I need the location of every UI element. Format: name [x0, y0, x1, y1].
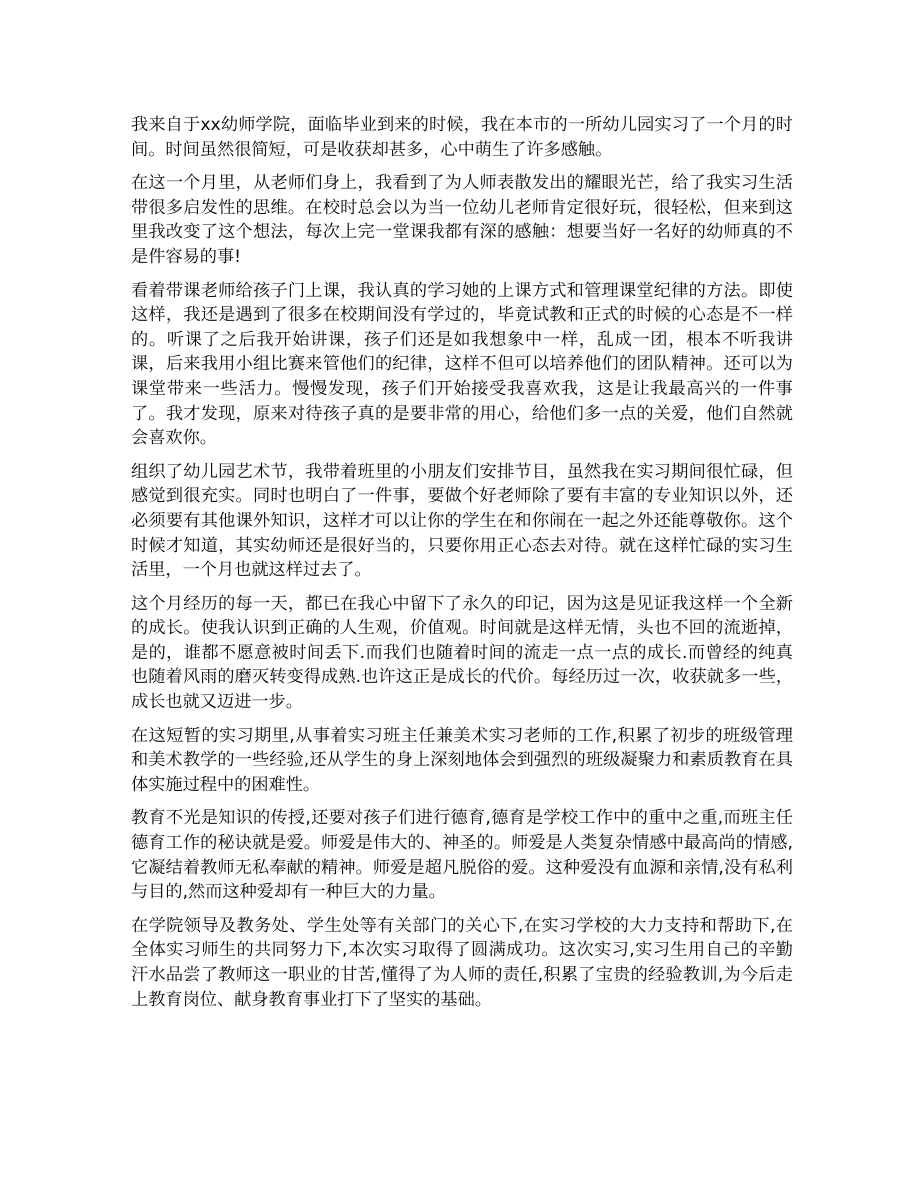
paragraph: 我来自于xx幼师学院，面临毕业到来的时候，我在本市的一所幼儿园实习了一个月的时间。时间虽然很简短，可是收获却甚多，心中萌生了许多感触。 — [131, 115, 793, 160]
paragraph: 在这一个月里，从老师们身上，我看到了为人师表散发出的耀眼光芒，给了我实习生活带很多启发性的思维。在校时总会以为当一位幼儿老师肯定很好玩，很轻松，但来到这里我改变了这个想法，每次上完一堂课我都有深的感触：想要当好一名好的幼师真的不是件容易的事! — [131, 173, 793, 267]
paragraph: 在学院领导及教务处、学生处等有关部门的关心下,在实习学校的大力支持和帮助下,在全体实习师生的共同努力下,本次实习取得了圆满成功。这次实习,实习生用自己的辛勤汗水品尝了教师这一职业的甘苦,懂得了为人师的责任,积累了宝贵的经验教训,为今后走上教育岗位、献身教育事业打下了坚实的基础。 — [131, 915, 793, 1010]
paragraph: 组织了幼儿园艺术节，我带着班里的小朋友们安排节目，虽然我在实习期间很忙碌，但感觉到很充实。同时也明白了一件事，要做个好老师除了要有丰富的专业知识以外，还必须要有其他课外知识，这样才可以让你的学生在和你闹在一起之外还能尊敬你。这个时候才知道，其实幼师还是很好当的，只要你用正心态去对待。就在这样忙碌的实习生活里，一个月也就这样过去了。 — [131, 461, 793, 581]
paragraph: 在这短暂的实习期里,从事着实习班主任兼美术实习老师的工作,积累了初步的班级管理和美术教学的一些经验,还从学生的身上深刻地体会到强烈的班级凝聚力和素质教育在具体实施过程中的困难性。 — [131, 725, 793, 795]
paragraph: 这个月经历的每一天，都已在我心中留下了永久的印记，因为这是见证我这样一个全新的成长。使我认识到正确的人生观，价值观。时间就是这样无情，头也不回的流逝掉，是的，谁都不愿意被时间丢下.而我们也随着时间的流走一点一点的成长.而曾经的纯真也随着风雨的磨灭转变得成熟.也许这正是成长的代价。每经历过一次，收获就多一些，成长也就又迈进一步。 — [131, 593, 793, 713]
paragraph: 教育不光是知识的传授,还要对孩子们进行德育,德育是学校工作中的重中之重,而班主任德育工作的秘诀就是爱。师爱是伟大的、神圣的。师爱是人类复杂情感中最高尚的情感,它凝结着教师无私奉献的精神。师爱是超凡脱俗的爱。这种爱没有血源和亲情,没有私利与目的,然而这种爱却有一种巨大的力量。 — [131, 808, 793, 903]
document-text-body — [131, 113, 793, 1012]
paragraph: 看着带课老师给孩子门上课，我认真的学习她的上课方式和管理课堂纪律的方法。即使这样，我还是遇到了很多在校期间没有学过的，毕竟试教和正式的时候的心态是不一样的。听课了之后我开始讲课，孩子们还是如我想象中一样，乱成一团，根本不听我讲课，后来我用小组比赛来管他们的纪律，这样不但可以培养他们的团队精神。还可以为课堂带来一些活力。慢慢发现，孩子们开始接受我喜欢我，这是让我最高兴的一件事了。我才发现，原来对待孩子真的是要非常的用心，给他们多一点的关爱，他们自然就会喜欢你。 — [131, 280, 793, 449]
